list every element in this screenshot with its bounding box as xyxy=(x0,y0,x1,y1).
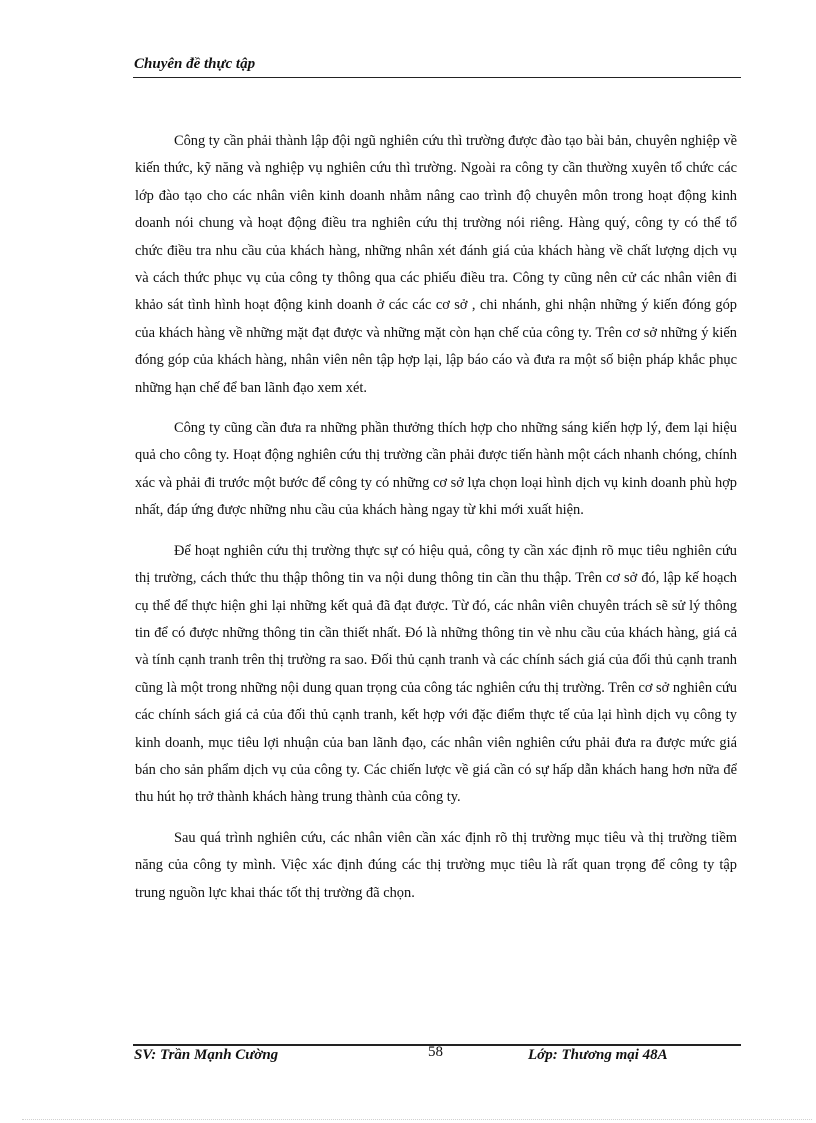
footer-student-name: SV: Trần Mạnh Cường xyxy=(134,1047,279,1063)
paragraph-3: Để hoạt nghiên cứu thị trường thực sự có hiệu quả, công ty cần xác định rõ mục tiêu nghiên cứu thị trường, cách thức thu thập thông tin va nội dung thông tin cần thu thập. Trên cơ sở đó, lập kế hoạch cụ thể để thực hiện ghi lại những kết quả đã đạt được. Từ đó, các nhân viên chuyên trách sẽ sử lý thông tin để có được những thông tin cần thiết nhất. Đó là những thông tin vè nhu cầu của khách hàng, giá cả và tính cạnh tranh trên thị trường ra sao. Đối thủ cạnh tranh và các chính sách giá của đối thủ cạnh tranh cũng là một trong những nội dung quan trọng của công tác nghiên cứu thị trường. Trên cơ sở nghiên cứu các chính sách giá cả của đối thủ cạnh tranh, kết hợp với đặc điểm thực tế của lại hình dịch vụ công ty kinh doanh, mục tiêu lợi nhuận của ban lãnh đạo, các nhân viên nghiên cứu phải đưa ra được mức giá bán cho sản phẩm dịch vụ của công ty. Các chiến lược về giá cần có sự hấp dẫn khách hang hơn nữa để thu hút họ trở thành khách hàng trung thành của công ty. xyxy=(135,542,737,806)
header-divider xyxy=(133,77,741,78)
page-boundary xyxy=(22,1119,812,1120)
header-title: Chuyên đề thực tập xyxy=(134,56,256,72)
paragraph-2: Công ty cũng cần đưa ra những phần thưởng thích hợp cho những sáng kiến hợp lý, đem lại hiệu quả cho công ty. Hoạt động nghiên cứu thị trường cần phải được tiến hành một cách nhanh chóng, chính xác và phải đi trước một bước để công ty có những cơ sở lựa chọn loại hình dịch vụ kinh doanh phù hợp nhất, đáp ứng được những nhu cầu của khách hàng ngay từ khi mới xuất hiện. xyxy=(135,420,737,519)
document-body xyxy=(135,128,737,920)
page-number: 58 xyxy=(428,1044,443,1060)
paragraph-1: Công ty cần phải thành lập đội ngũ nghiên cứu thì trường được đào tạo bài bản, chuyên nghiệp về kiến thức, kỹ năng và nghiệp vụ nghiên cứu thì trường. Ngoài ra công ty cần thường xuyên tổ chức các lớp đào tạo cho các nhân viên kinh doanh nhằm nâng cao trình độ chuyên môn trong hoạt động kinh doanh nói chung và hoạt động điều tra nghiên cứu thị trường nói riêng. Hàng quý, công ty có thể tổ chức điều tra nhu cầu của khách hàng, những nhân xét đánh giá của khách hàng về chất lượng dịch vụ và cách thức phục vụ của công ty thông qua các phiếu điều tra. Công ty cũng nên cử các nhân viên đi khảo sát tình hình hoạt động kinh doanh ở các các cơ sở , chi nhánh, ghi nhận những ý kiến đóng góp của khách hàng về những mặt đạt được và những mặt còn hạn chế của công ty. Trên cơ sở những ý kiến đóng góp của khách hàng, nhân viên nên tập hợp lại, lập báo cáo và đưa ra một số biện pháp khắc phục những hạn chế để ban lãnh đạo xem xét. xyxy=(135,133,737,396)
paragraph-4: Sau quá trình nghiên cứu, các nhân viên cần xác định rõ thị trường mục tiêu và thị trường tiềm năng của công ty mình. Việc xác định đúng các thị trường mục tiêu là rất quan trọng để công ty tập trung nguồn lực khai thác tốt thị trường đã chọn. xyxy=(135,829,737,901)
footer-class: Lớp: Thương mại 48A xyxy=(528,1047,668,1063)
